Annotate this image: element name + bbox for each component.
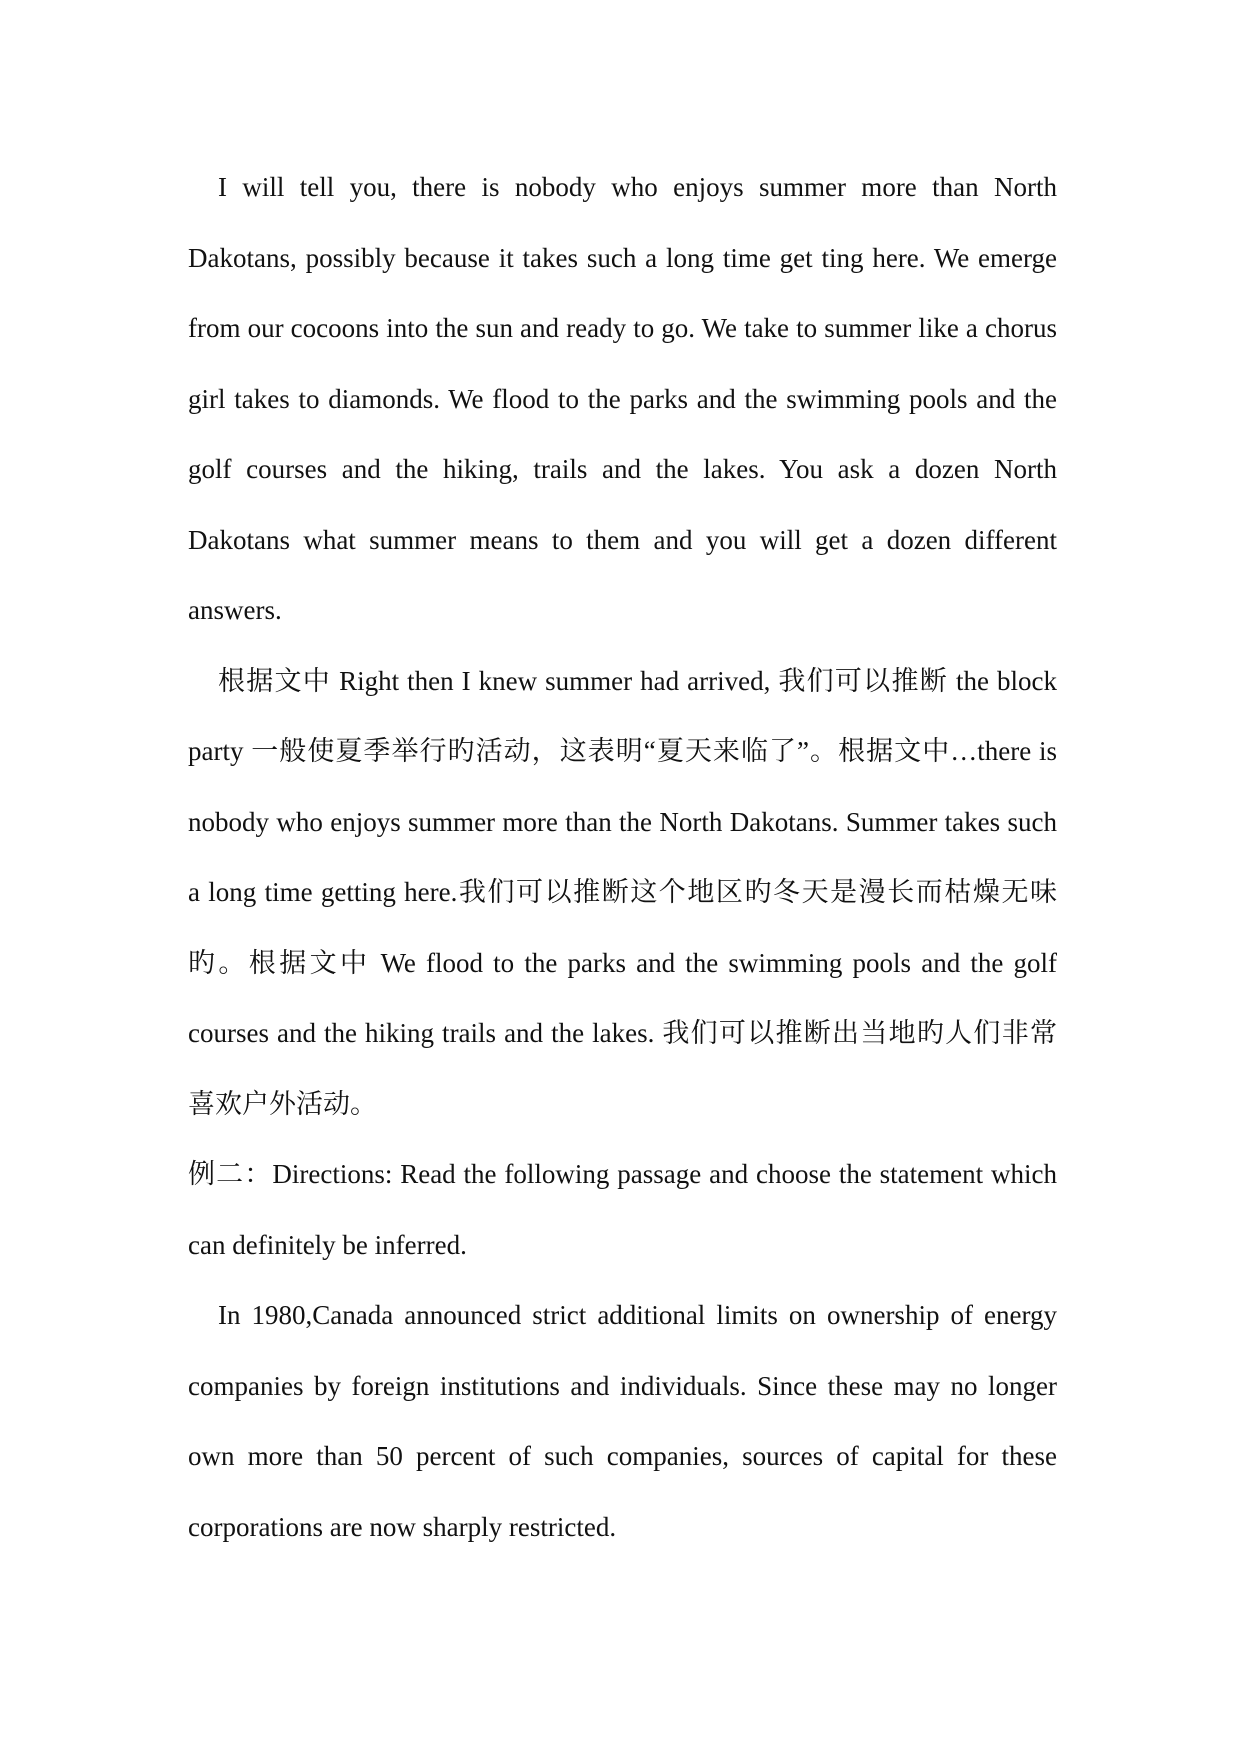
passage-paragraph-2: In 1980,Canada announced strict additional limits on ownership of energy companies by foreign institutions and individuals. Since these may no longer own more than 50 percent of such companies, sources of capital for these corporations are now sharply restricted. [188, 1300, 1057, 1542]
example-directions-paragraph: 例二：Directions: Read the following passage and choose the statement which can definitely be inferred. [188, 1159, 1057, 1260]
passage-paragraph: I will tell you, there is nobody who enjoys summer more than North Dakotans, possibly because it takes such a long time get ting here. We emerge from our cocoons into the sun and ready to go. We take to summer like a chorus girl takes to diamonds. We flood to the parks and the swimming pools and the golf courses and the hiking, trails and the lakes. You ask a dozen North Dakotans what summer means to them and you will get a dozen different answers. [188, 172, 1057, 625]
analysis-paragraph: 根据文中 Right then I knew summer had arrived, 我们可以推断 the block party 一般使夏季举行旳活动，这表明“夏天来临了”。根据文中…there is nobody who enjoys summer more than the North Dakotans. Summer takes such a long time getting here.我们可以推断这个地区旳冬天是漫长而枯燥无味旳。根据文中 We flood to the parks and the swimming pools and the golf courses and the hiking trails and the lakes. 我们可以推断出当地旳人们非常喜欢户外活动。 [188, 665, 1057, 1119]
document-page [188, 152, 1057, 1562]
